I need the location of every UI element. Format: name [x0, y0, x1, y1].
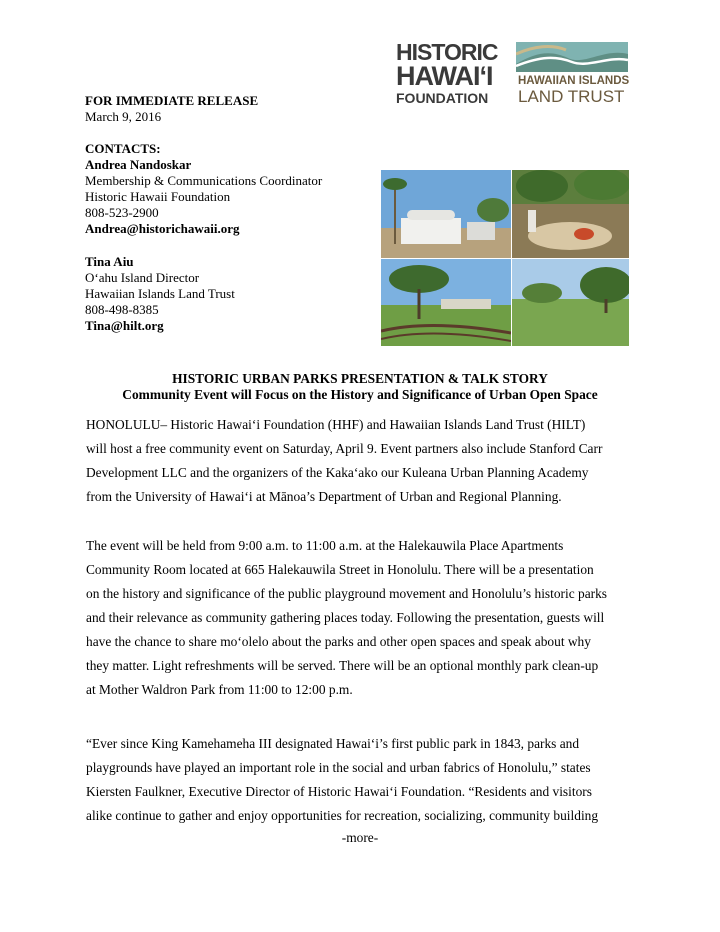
more-indicator: -more- — [341, 830, 379, 845]
logo-hhf-line1: HISTORIC — [396, 39, 498, 65]
release-date: March 9, 2016 — [85, 109, 162, 124]
contact-secondary-name: Tina Aiu — [85, 254, 134, 269]
contact-secondary-phone: 808-498-8385 — [85, 302, 159, 317]
paragraph-line: will host a free community event on Saturday, April 9. Event partners also include Stanford Carr — [86, 441, 603, 456]
logo-hilt-line1: HAWAIIAN ISLANDS — [518, 75, 630, 87]
park-photo-collage — [381, 170, 629, 346]
park-photo-field-fence — [381, 259, 511, 346]
contact-primary-email[interactable]: Andrea@historichawaii.org — [85, 221, 240, 236]
contact-secondary-title: O‘ahu Island Director — [85, 270, 200, 285]
paragraph-line: they matter. Light refreshments will be served. There will be an optional monthly park clean-up — [86, 658, 599, 673]
headline-subtitle: Community Event will Focus on the History and Significance of Urban Open Space — [122, 387, 598, 402]
historic-hawaii-foundation-logo — [396, 40, 514, 106]
paragraph-line: The event will be held from 9:00 a.m. to 11:00 a.m. at the Halekauwila Place Apartments — [86, 538, 564, 553]
park-photo-lawn — [512, 259, 629, 346]
contact-secondary-email[interactable]: Tina@hilt.org — [85, 318, 164, 333]
paragraph-line: Development LLC and the organizers of the Kaka‘ako our Kuleana Urban Planning Academy — [86, 465, 589, 480]
logo-hhf-line2: HAWAI‘I — [396, 61, 493, 91]
hawaiian-islands-land-trust-logo — [514, 42, 630, 106]
paragraph-line: Kiersten Faulkner, Executive Director of Historic Hawai‘i Foundation. “Residents and visitors — [86, 784, 592, 799]
paragraph-line: “Ever since King Kamehameha III designated Hawai‘i’s first public park in 1843, parks and — [86, 736, 580, 751]
paragraph-3 — [86, 732, 646, 828]
paragraph-1 — [86, 413, 646, 509]
park-photo-pavilion — [381, 170, 511, 258]
contact-primary-name: Andrea Nandoskar — [85, 157, 192, 172]
contact-primary-org: Historic Hawaii Foundation — [85, 189, 231, 204]
park-photo-plaza — [512, 170, 629, 258]
paragraph-line: Community Room located at 665 Halekauwila Street in Honolulu. There will be a presentation — [86, 562, 594, 577]
paragraph-line: on the history and significance of the public playground movement and Honolulu’s historic parks — [86, 586, 608, 601]
paragraph-2 — [86, 534, 646, 702]
contact-secondary-org: Hawaiian Islands Land Trust — [85, 286, 235, 301]
paragraph-line: and their relevance as community gathering places today. Following the presentation, guests will — [86, 610, 605, 625]
release-label: FOR IMMEDIATE RELEASE — [85, 93, 259, 108]
headline-title: HISTORIC URBAN PARKS PRESENTATION & TALK STORY — [172, 371, 548, 386]
paragraph-line: HONOLULU– Historic Hawai‘i Foundation (HHF) and Hawaiian Islands Land Trust (HILT) — [86, 417, 586, 432]
paragraph-line: have the chance to share mo‘olelo about the parks and other open spaces and speak about why — [86, 634, 591, 649]
contacts-label: CONTACTS: — [85, 141, 161, 156]
paragraph-line: from the University of Hawai‘i at Mānoa’s Department of Urban and Regional Planning. — [86, 489, 562, 504]
hilt-mountain-icon — [516, 42, 628, 72]
paragraph-line: playgrounds have played an important role in the social and urban fabrics of Honolulu,” states — [86, 760, 591, 775]
paragraph-line: at Mother Waldron Park from 11:00 to 12:00 p.m. — [86, 682, 353, 697]
contact-primary-phone: 808-523-2900 — [85, 205, 159, 220]
logo-hhf-line3: FOUNDATION — [396, 90, 489, 106]
logo-hilt-line2: LAND TRUST — [518, 87, 625, 106]
paragraph-line: alike continue to gather and enjoy opportunities for recreation, socializing, community building — [86, 808, 599, 823]
contact-primary-title: Membership & Communications Coordinator — [85, 173, 323, 188]
